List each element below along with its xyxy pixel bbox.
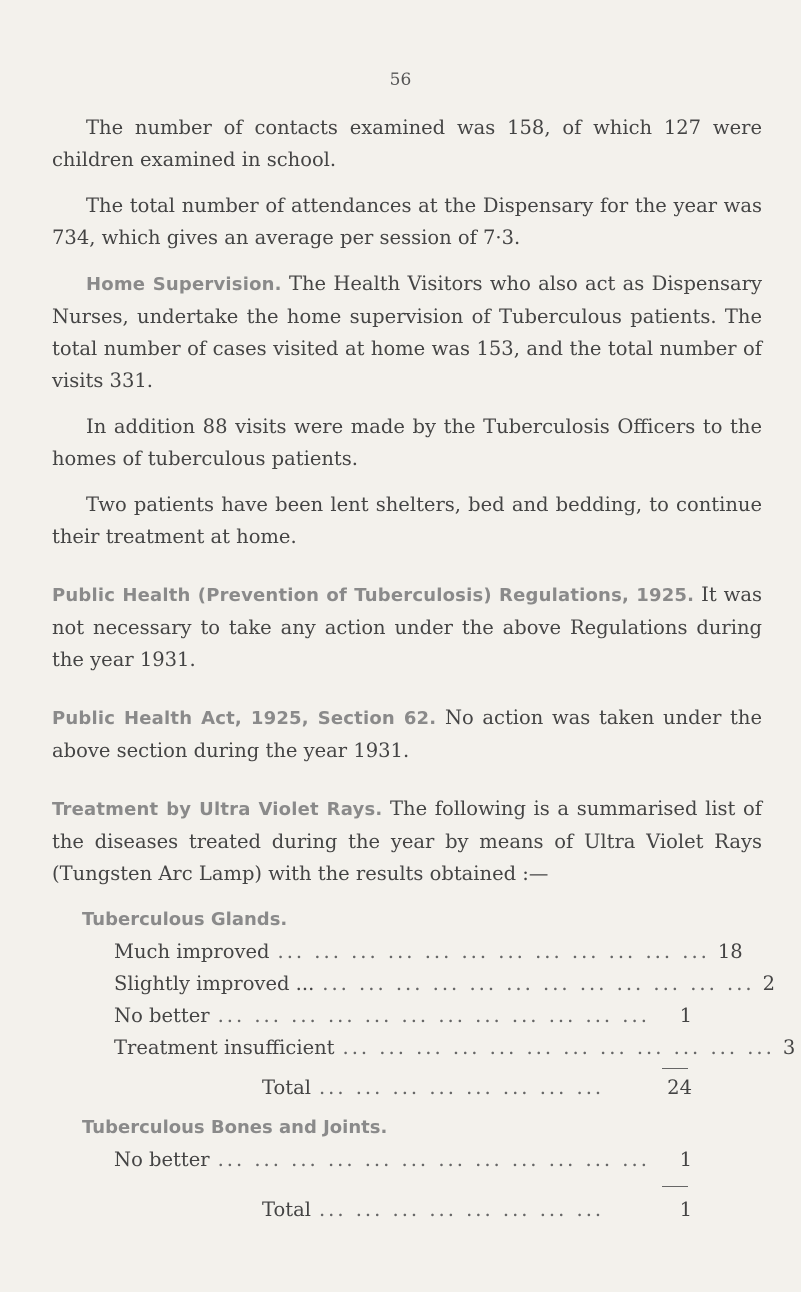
paragraph-regulations-1925 xyxy=(52,579,762,676)
paragraph-attendances: The total number of attendances at the Dispensary for the year was 734, which gives an average per session of 7·3. xyxy=(52,194,762,249)
row-value: 1 xyxy=(679,1148,692,1171)
leader-dots: ... ... ... ... ... ... ... ... ... ... ... ... xyxy=(342,1036,775,1059)
table-row xyxy=(82,936,743,968)
total-value: 24 xyxy=(667,1076,692,1099)
paragraph-shelters: Two patients have been lent shelters, bed and bedding, to continue their treatment at home. xyxy=(52,493,762,548)
section-62-text: No action was taken under the above section during the year 1931. xyxy=(52,706,762,762)
row-label: No better xyxy=(114,1148,210,1171)
heading-tuberculous-bones: Tuberculous Bones and Joints. xyxy=(82,1117,388,1138)
leader-dots: ... ... ... ... ... ... ... ... ... ... ... ... xyxy=(217,1148,650,1171)
ultra-violet-text: The following is a summarised list of the diseases treated during the year by means of Ultra Violet Rays (Tungsten Arc Lamp) with the results obtained :— xyxy=(52,797,762,885)
row-label: Much improved xyxy=(114,940,270,963)
row-value: 18 xyxy=(717,940,743,963)
leader-dots: ... ... ... ... ... ... ... ... ... ... ... ... xyxy=(217,1004,650,1027)
row-value: 2 xyxy=(762,972,776,995)
row-value: 1 xyxy=(679,1004,692,1027)
row-value: 3 xyxy=(782,1036,796,1059)
page-number: 56 xyxy=(389,70,412,90)
total-rule xyxy=(82,1176,692,1194)
regulations-1925-text: It was not necessary to take any action under the above Regulations during the year 1931. xyxy=(52,583,763,671)
leader-dots: ... ... ... ... ... ... ... ... xyxy=(318,1198,605,1221)
row-label: Slightly improved ... xyxy=(114,972,315,995)
row-label: No better xyxy=(114,1004,210,1027)
table-row xyxy=(82,1000,692,1032)
leader-dots: ... ... ... ... ... ... ... ... ... ... ... ... xyxy=(277,940,710,963)
tuberculous-glands-table xyxy=(82,904,796,1104)
total-label: Total xyxy=(262,1076,311,1099)
home-supervision-text: The Health Visitors who also act as Dispensary Nurses, undertake the home supervision of Tuberculous patients. The total number of cases visited at home was 153, and the total number of visits 331. xyxy=(52,272,762,392)
total-row xyxy=(82,1072,692,1104)
paragraph-home-supervision xyxy=(52,268,762,397)
total-label: Total xyxy=(262,1198,311,1221)
row-label: Treatment insufficient xyxy=(114,1036,335,1059)
paragraph-section-62 xyxy=(52,702,762,767)
table-row xyxy=(82,1144,692,1176)
heading-tuberculous-glands: Tuberculous Glands. xyxy=(82,909,288,930)
paragraph-contacts: The number of contacts examined was 158, of which 127 were children examined in school. xyxy=(52,116,762,171)
table-row xyxy=(82,1032,796,1064)
heading-regulations-1925: Public Health (Prevention of Tuberculosis) Regulations, 1925. xyxy=(52,585,695,606)
total-rule xyxy=(82,1064,692,1072)
leader-dots: ... ... ... ... ... ... ... ... xyxy=(318,1076,605,1099)
total-row xyxy=(82,1194,692,1226)
table-row xyxy=(82,968,776,1000)
page-content xyxy=(52,112,796,1226)
leader-dots: ... ... ... ... ... ... ... ... ... ... ... ... xyxy=(322,972,755,995)
tuberculous-bones-table xyxy=(82,1112,692,1226)
heading-ultra-violet: Treatment by Ultra Violet Rays. xyxy=(52,799,383,820)
heading-section-62: Public Health Act, 1925, Section 62. xyxy=(52,708,437,729)
total-value: 1 xyxy=(679,1198,692,1221)
paragraph-ultra-violet xyxy=(52,793,762,890)
paragraph-additional-visits: In addition 88 visits were made by the Tuberculosis Officers to the homes of tuberculous patients. xyxy=(52,415,762,470)
heading-home-supervision: Home Supervision. xyxy=(86,274,282,295)
